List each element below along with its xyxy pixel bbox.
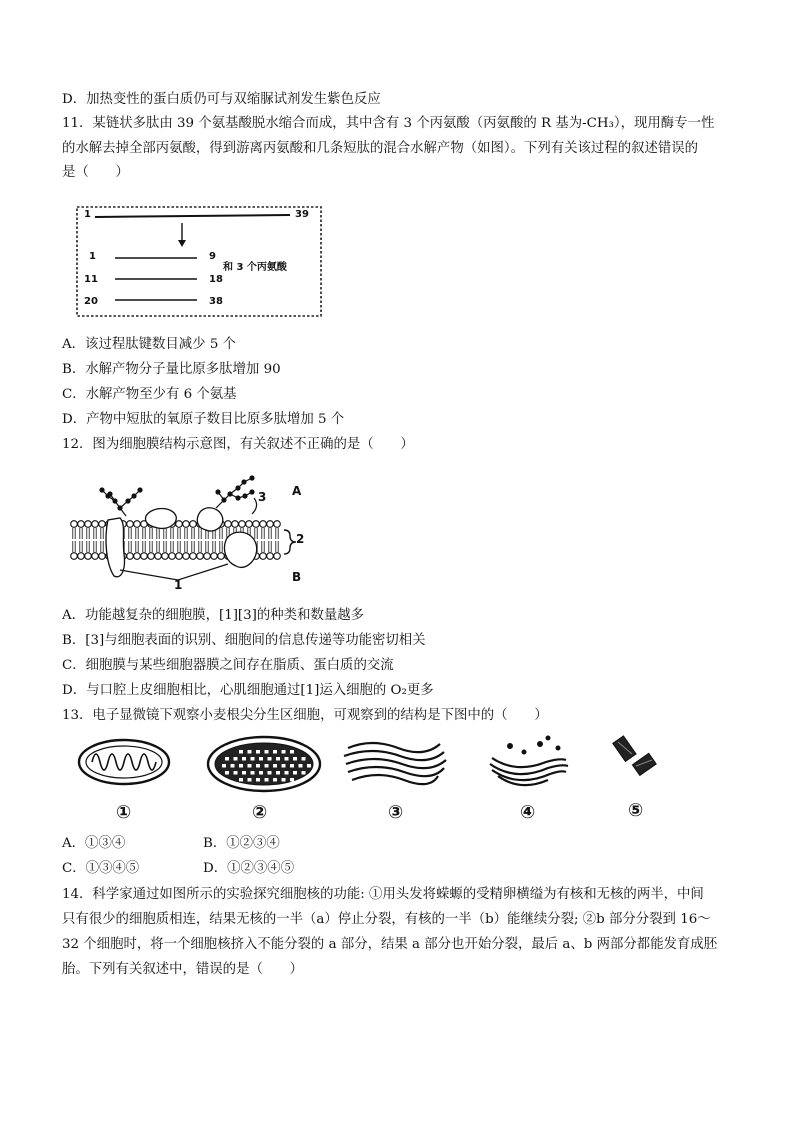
- q10-option-d: D．加热变性的蛋白质仍可与双缩脲试剂发生紫色反应: [62, 92, 381, 107]
- q11-option-d: D．产物中短肽的氧原子数目比原多肽增加 5 个: [62, 412, 345, 427]
- q11-fig-top-end: 39: [295, 209, 309, 220]
- q13-fig-label-3: ③: [388, 802, 404, 823]
- q13-fig-label-2: ②: [252, 802, 268, 823]
- q11-fig-frag2-start: 11: [84, 274, 98, 285]
- q11-fig-frag1-start: 1: [89, 251, 96, 262]
- q12-option-c: C．细胞膜与某些细胞器膜之间存在脂质、蛋白质的交流: [62, 658, 394, 673]
- q11-fig-frag1-end: 9: [209, 251, 216, 262]
- q12-fig-label-b: B: [292, 570, 302, 584]
- q12-fig-label-a: A: [292, 484, 302, 498]
- q11-fig-top-start: 1: [84, 209, 91, 220]
- q11-option-a: A．该过程肽键数目减少 5 个: [62, 337, 236, 352]
- q11-peptide-figure: [75, 205, 323, 318]
- q14-stem-line-1: 14．科学家通过如图所示的实验探究细胞核的功能: ①用头发将蝾螈的受精卵横缢为有核和无核的两半，中间: [62, 887, 704, 902]
- golgi-drawing: [490, 736, 568, 786]
- q11-stem-line-1: 11．某链状多肽由 39 个氨基酸脱水缩合而成，其中含有 3 个丙氨酸（丙氨酸的 R 基为-CH₃），现用酶专一性: [62, 116, 715, 131]
- q12-option-a: A．功能越复杂的细胞膜，[1][3]的种类和数量越多: [62, 608, 365, 623]
- mitochondrion-drawing: [79, 740, 169, 784]
- q12-fig-label-2: 2: [296, 532, 305, 546]
- q11-stem-line-3: 是（ ）: [62, 165, 129, 180]
- q11-fig-frag2-end: 18: [209, 274, 223, 285]
- q12-membrane-figure: [68, 468, 316, 590]
- q12-fig-label-3: 3: [258, 490, 267, 504]
- q13-option-c: C．①③④⑤: [62, 861, 140, 876]
- q11-stem-line-2: 的水解去掉全部丙氨酸，得到游离丙氨酸和几条短肽的混合水解产物（如图）。下列有关该过程的叙述错误的: [62, 141, 699, 156]
- q11-fig-note: 和 3 个丙氨酸: [223, 262, 287, 273]
- q13-option-b: B．①②③④: [203, 836, 280, 851]
- chloroplast-drawing: [208, 737, 320, 791]
- q14-stem-line-2: 只有很少的细胞质相连，结果无核的一半（a）停止分裂，有核的一半（b）能继续分裂; ②b 部分分裂到 16～: [62, 912, 711, 927]
- q11-fig-frag3-end: 38: [209, 296, 223, 307]
- centriole-drawing: [613, 736, 656, 775]
- q13-option-d: D．①②③④⑤: [203, 861, 295, 876]
- q12-option-b: B．[3]与细胞表面的识别、细胞间的信息传递等功能密切相关: [62, 633, 426, 648]
- q11-fig-frag3-start: 20: [84, 296, 98, 307]
- q12-option-d: D．与口腔上皮细胞相比，心肌细胞通过[1]运入细胞的 O₂更多: [62, 683, 434, 698]
- q14-stem-line-4: 胎。下列有关叙述中，错误的是（ ）: [62, 962, 304, 977]
- q12-fig-label-1: 1: [174, 578, 183, 592]
- er-drawing: [344, 743, 446, 784]
- q13-fig-label-4: ④: [520, 802, 536, 823]
- q13-organelles-figure: [72, 732, 672, 826]
- q14-stem-line-3: 32 个细胞时，将一个细胞核挤入不能分裂的 a 部分，结果 a 部分也开始分裂，最后 a、b 两部分都能发育成胚: [62, 937, 718, 952]
- q13-fig-label-5: ⑤: [628, 800, 644, 821]
- q13-option-a: A．①③④: [62, 836, 126, 851]
- q11-option-b: B．水解产物分子量比原多肽增加 90: [62, 362, 281, 377]
- q13-fig-label-1: ①: [116, 802, 132, 823]
- q13-stem: 13．电子显微镜下观察小麦根尖分生区细胞，可观察到的结构是下图中的（ ）: [62, 708, 548, 723]
- q11-option-c: C．水解产物至少有 6 个氨基: [62, 387, 237, 402]
- q12-stem: 12．图为细胞膜结构示意图，有关叙述不正确的是（ ）: [62, 437, 414, 452]
